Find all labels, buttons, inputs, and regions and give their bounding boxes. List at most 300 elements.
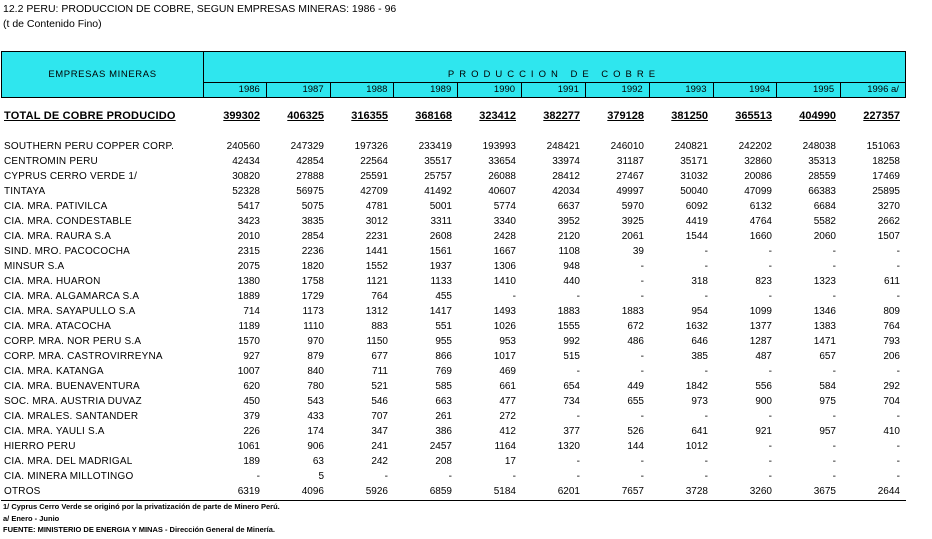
production-value: 551 [435, 321, 452, 332]
production-value: - [576, 471, 580, 482]
production-value: 3340 [493, 216, 516, 227]
production-value: 52328 [232, 186, 260, 197]
production-value: 5970 [621, 201, 644, 212]
table-row [0, 454, 932, 469]
production-value: 1570 [237, 336, 260, 347]
production-value: - [640, 366, 644, 377]
production-value: - [448, 471, 452, 482]
production-value: 1889 [237, 291, 260, 302]
production-value: 780 [307, 381, 324, 392]
production-value: 7657 [621, 486, 644, 497]
production-value: 2315 [237, 246, 260, 257]
table-row [0, 169, 932, 184]
production-value: 1883 [621, 306, 644, 317]
production-value: 734 [563, 396, 580, 407]
production-value: 63 [312, 456, 324, 467]
production-value: 1346 [813, 306, 836, 317]
production-value: 2457 [429, 441, 452, 452]
production-value: 455 [435, 291, 452, 302]
production-value: 2231 [365, 231, 388, 242]
table-subtitle: (t de Contenido Fino) [3, 18, 102, 30]
production-value: - [768, 366, 772, 377]
table-row [0, 154, 932, 169]
production-value: 1287 [749, 336, 772, 347]
production-value: 4781 [365, 201, 388, 212]
production-value: 56975 [296, 186, 324, 197]
production-value: 27888 [296, 171, 324, 182]
production-value: 399302 [223, 110, 260, 122]
production-value: 347 [371, 426, 388, 437]
production-value: - [896, 456, 900, 467]
production-value: - [832, 411, 836, 422]
production-value: 379128 [607, 110, 644, 122]
table-row [0, 229, 932, 244]
production-value: - [576, 366, 580, 377]
company-name: CIA. MRA. SAYAPULLO S.A [4, 306, 136, 317]
production-value: 1410 [493, 276, 516, 287]
production-value: 17 [504, 456, 516, 467]
production-value: 25895 [872, 186, 900, 197]
table-row [0, 439, 932, 454]
company-name: OTROS [4, 486, 41, 497]
production-value: 1417 [429, 306, 452, 317]
production-value: 1660 [749, 231, 772, 242]
production-value: 3270 [877, 201, 900, 212]
company-name: CIA. MRA. BUENAVENTURA [4, 381, 140, 392]
production-value: 955 [435, 336, 452, 347]
production-value: 1007 [237, 366, 260, 377]
production-value: - [832, 291, 836, 302]
company-name: CENTROMIN PERU [4, 156, 98, 167]
production-value: 189 [243, 456, 260, 467]
production-value: 42434 [232, 156, 260, 167]
production-value: 25757 [424, 171, 452, 182]
company-name: CIA. MRA. ATACOCHA [4, 321, 112, 332]
production-value: 5075 [301, 201, 324, 212]
production-value: 4419 [685, 216, 708, 227]
production-value: 440 [563, 276, 580, 287]
production-value: 954 [691, 306, 708, 317]
production-value: - [896, 441, 900, 452]
production-value: 368168 [415, 110, 452, 122]
production-value: 242 [371, 456, 388, 467]
production-value: 1383 [813, 321, 836, 332]
production-value: 365513 [735, 110, 772, 122]
company-name: TOTAL DE COBRE PRODUCIDO [4, 110, 176, 122]
production-value: 655 [627, 396, 644, 407]
production-value: 197326 [354, 141, 388, 152]
year-header-cell: 1991 [522, 83, 586, 97]
production-value: 809 [883, 306, 900, 317]
production-value: 1164 [494, 441, 516, 452]
production-value: - [832, 261, 836, 272]
production-value: 316355 [351, 110, 388, 122]
production-value: 2010 [237, 231, 260, 242]
production-value: 4096 [301, 486, 324, 497]
production-value: 1632 [685, 321, 708, 332]
production-value: 3925 [621, 216, 644, 227]
table-row [0, 409, 932, 424]
production-value: 6637 [557, 201, 580, 212]
company-name: CORP. MRA. NOR PERU S.A [4, 336, 142, 347]
table-row [0, 274, 932, 289]
production-value: - [704, 456, 708, 467]
production-value: 948 [563, 261, 580, 272]
table-row [0, 424, 932, 439]
production-column-header: PRODUCCION DE COBRE [203, 52, 905, 83]
company-name: CIA. MRA. YAULI S.A [4, 426, 105, 437]
production-value: 240560 [226, 141, 260, 152]
company-name: SOUTHERN PERU COPPER CORP. [4, 141, 175, 152]
production-value: 677 [371, 351, 388, 362]
table-row [0, 184, 932, 199]
production-value: 35517 [424, 156, 452, 167]
production-value: - [384, 471, 388, 482]
production-value: 240821 [674, 141, 708, 152]
production-value: 6132 [749, 201, 772, 212]
production-value: 879 [307, 351, 324, 362]
table-row [0, 394, 932, 409]
production-value: 47099 [744, 186, 772, 197]
production-value: 1017 [493, 351, 516, 362]
production-value: 248038 [802, 141, 836, 152]
production-value: 1507 [877, 231, 900, 242]
production-value: 4764 [749, 216, 772, 227]
production-value: 379 [243, 411, 260, 422]
production-value: 2854 [301, 231, 324, 242]
production-value: - [512, 291, 516, 302]
production-value: 2428 [493, 231, 516, 242]
production-value: 584 [819, 381, 836, 392]
production-value: - [832, 246, 836, 257]
production-value: 241 [371, 441, 388, 452]
production-value: 1380 [237, 276, 260, 287]
production-value: 711 [372, 366, 388, 377]
footnote-cyprus: 1/ Cyprus Cerro Verde se originó por la privatización de parte de Minero Perú. [3, 502, 280, 511]
company-name: SIND. MRO. PACOCOCHA [4, 246, 131, 257]
production-value: 6859 [429, 486, 452, 497]
company-name: CYPRUS CERRO VERDE 1/ [4, 171, 138, 182]
production-value: - [832, 366, 836, 377]
production-value: 33974 [552, 156, 580, 167]
production-value: 469 [499, 366, 516, 377]
production-value: 654 [563, 381, 580, 392]
year-header-cell: 1987 [267, 83, 331, 97]
production-value: 42034 [552, 186, 580, 197]
production-value: - [640, 456, 644, 467]
production-value: 611 [884, 276, 900, 287]
production-value: 661 [499, 381, 516, 392]
production-value: 1150 [366, 336, 388, 347]
production-value: - [256, 471, 260, 482]
production-value: 1323 [813, 276, 836, 287]
year-header-cell: 1992 [586, 83, 650, 97]
production-value: 906 [307, 441, 324, 452]
production-value: - [640, 411, 644, 422]
production-value: 32860 [744, 156, 772, 167]
production-value: 3728 [685, 486, 708, 497]
production-value: 2608 [429, 231, 452, 242]
production-value: 20086 [744, 171, 772, 182]
production-value: 1306 [493, 261, 516, 272]
year-header-cell: 1993 [650, 83, 714, 97]
production-value: 486 [627, 336, 644, 347]
production-value: 477 [499, 396, 516, 407]
company-name: CIA. MRA. PATIVILCA [4, 201, 108, 212]
year-header-cell: 1996 a/ [867, 84, 899, 95]
production-value: 41492 [424, 186, 452, 197]
production-value: 385 [691, 351, 708, 362]
year-header-cell: 1988 [331, 83, 395, 97]
production-value: 973 [691, 396, 708, 407]
production-value: - [640, 351, 644, 362]
table-row [0, 289, 932, 304]
company-name: SOC. MRA. AUSTRIA DUVAZ [4, 396, 142, 407]
table-row [0, 469, 932, 484]
production-value: 382277 [543, 110, 580, 122]
year-header-row [203, 83, 905, 97]
production-value: 17469 [872, 171, 900, 182]
production-value: 3423 [237, 216, 260, 227]
production-value: 35313 [808, 156, 836, 167]
production-value: 27467 [616, 171, 644, 182]
production-value: 5582 [813, 216, 836, 227]
production-value: 521 [371, 381, 388, 392]
production-value: 174 [307, 426, 324, 437]
production-value: 318 [691, 276, 708, 287]
production-value: 1471 [813, 336, 836, 347]
production-value: - [768, 246, 772, 257]
production-value: 1377 [749, 321, 772, 332]
production-value: 227357 [863, 110, 900, 122]
bottom-divider [1, 500, 906, 501]
production-value: 3835 [301, 216, 324, 227]
production-value: 764 [883, 321, 900, 332]
production-value: - [768, 291, 772, 302]
total-row [0, 109, 932, 124]
production-value: 1099 [749, 306, 772, 317]
production-value: 2060 [813, 231, 836, 242]
production-value: - [640, 261, 644, 272]
production-value: 2644 [877, 486, 900, 497]
production-value: 3260 [749, 486, 772, 497]
production-value: 663 [435, 396, 452, 407]
production-value: 28412 [552, 171, 580, 182]
production-value: - [768, 411, 772, 422]
production-value: 6319 [237, 486, 260, 497]
production-value: 30820 [232, 171, 260, 182]
production-value: 31187 [616, 156, 644, 167]
production-value: 1012 [685, 441, 708, 452]
production-value: 3675 [813, 486, 836, 497]
production-value: 546 [371, 396, 388, 407]
production-value: 1552 [365, 261, 388, 272]
production-value: 208 [435, 456, 452, 467]
production-value: - [896, 411, 900, 422]
production-value: - [768, 261, 772, 272]
production-value: 6201 [557, 486, 580, 497]
production-value: 556 [755, 381, 772, 392]
production-value: 5417 [237, 201, 260, 212]
production-value: 404990 [799, 110, 836, 122]
production-value: 450 [243, 396, 260, 407]
production-value: - [768, 471, 772, 482]
production-value: 66383 [808, 186, 836, 197]
production-value: - [832, 471, 836, 482]
production-value: 953 [499, 336, 516, 347]
production-value: 22564 [360, 156, 388, 167]
production-value: 704 [883, 396, 900, 407]
production-value: 487 [755, 351, 772, 362]
production-value: 620 [243, 381, 260, 392]
production-value: - [896, 366, 900, 377]
production-value: 883 [371, 321, 388, 332]
production-value: - [896, 471, 900, 482]
production-value: 1133 [430, 276, 452, 287]
production-value: 5 [318, 471, 324, 482]
production-value: 1820 [301, 261, 324, 272]
production-value: 2120 [557, 231, 580, 242]
year-header-cell: 1989 [394, 83, 458, 97]
company-name: MINSUR S.A [4, 261, 65, 272]
production-value: - [896, 246, 900, 257]
production-value: - [704, 471, 708, 482]
company-name: CIA. MRA. HUARON [4, 276, 101, 287]
production-value: - [576, 456, 580, 467]
company-name: CIA. MRA. RAURA S.A [4, 231, 112, 242]
production-value: 1441 [365, 246, 388, 257]
production-value: 657 [819, 351, 836, 362]
production-value: 3952 [557, 216, 580, 227]
production-value: 386 [435, 426, 452, 437]
production-value: 3311 [430, 216, 452, 227]
year-header-cell: 1990 [458, 83, 522, 97]
company-name: CIA. MRALES. SANTANDER [4, 411, 139, 422]
production-value: 406325 [287, 110, 324, 122]
production-value: 2236 [301, 246, 324, 257]
company-name: CIA. MRA. DEL MADRIGAL [4, 456, 133, 467]
production-value: 1883 [557, 306, 580, 317]
production-value: 5184 [493, 486, 516, 497]
production-value: 515 [563, 351, 580, 362]
production-value: 25591 [360, 171, 388, 182]
production-value: 412 [499, 426, 516, 437]
year-header-cell: 1995 [777, 83, 841, 97]
footnote-period: a/ Enero - Junio [3, 514, 60, 523]
production-value: 1173 [302, 306, 324, 317]
production-value: 707 [371, 411, 388, 422]
production-value: 193993 [482, 141, 516, 152]
production-value: 5926 [365, 486, 388, 497]
production-value: 31032 [680, 171, 708, 182]
production-value: 1312 [365, 306, 388, 317]
production-value: 900 [755, 396, 772, 407]
production-value: 233419 [418, 141, 452, 152]
production-value: - [896, 261, 900, 272]
production-value: 1110 [303, 321, 324, 332]
production-value: - [832, 456, 836, 467]
production-value: 585 [435, 381, 452, 392]
footnote-source: FUENTE: MINISTERIO DE ENERGIA Y MINAS - Dirección General de Minería. [3, 525, 275, 534]
production-value: 1189 [238, 321, 260, 332]
production-value: 1320 [557, 441, 580, 452]
production-value: 840 [307, 366, 324, 377]
production-value: - [704, 366, 708, 377]
production-value: 975 [819, 396, 836, 407]
production-value: 247329 [290, 141, 324, 152]
production-value: 1108 [558, 246, 580, 257]
production-value: 793 [883, 336, 900, 347]
production-value: 1544 [685, 231, 708, 242]
production-value: 526 [627, 426, 644, 437]
production-value: 35171 [680, 156, 708, 167]
production-value: 1026 [493, 321, 516, 332]
production-value: 769 [435, 366, 452, 377]
company-column-header: EMPRESAS MINERAS [2, 52, 204, 97]
table-row [0, 259, 932, 274]
production-value: 33654 [488, 156, 516, 167]
production-value: 151063 [866, 141, 900, 152]
production-value: 410 [883, 426, 900, 437]
production-value: 433 [307, 411, 324, 422]
production-value: 927 [243, 351, 260, 362]
production-value: - [704, 411, 708, 422]
production-value: 823 [755, 276, 772, 287]
production-value: 206 [883, 351, 900, 362]
table-row [0, 364, 932, 379]
production-value: - [704, 246, 708, 257]
company-name: CIA. MRA. KATANGA [4, 366, 104, 377]
production-value: 49997 [616, 186, 644, 197]
production-value: 1937 [429, 261, 452, 272]
production-value: 957 [819, 426, 836, 437]
production-value: 3012 [365, 216, 388, 227]
table-row [0, 349, 932, 364]
production-value: 6092 [685, 201, 708, 212]
production-value: 970 [307, 336, 324, 347]
company-name: TINTAYA [4, 186, 46, 197]
production-value: 1561 [429, 246, 452, 257]
production-value: 6684 [813, 201, 836, 212]
production-value: 449 [627, 381, 644, 392]
production-value: 226 [243, 426, 260, 437]
production-value: - [640, 291, 644, 302]
table-row [0, 334, 932, 349]
production-value: 28559 [808, 171, 836, 182]
production-value: - [768, 441, 772, 452]
production-value: - [512, 471, 516, 482]
production-value: 2662 [877, 216, 900, 227]
company-name: CIA. MRA. ALGAMARCA S.A [4, 291, 140, 302]
production-value: 18258 [872, 156, 900, 167]
production-value: - [704, 261, 708, 272]
production-value: - [832, 441, 836, 452]
company-name: HIERRO PERU [4, 441, 76, 452]
table-row [0, 139, 932, 154]
production-value: 144 [627, 441, 644, 452]
production-value: 1667 [493, 246, 516, 257]
production-value: 641 [691, 426, 708, 437]
table-row [0, 484, 932, 499]
production-value: 248421 [546, 141, 580, 152]
production-value: 714 [243, 306, 260, 317]
production-value: 40607 [488, 186, 516, 197]
table-header [1, 51, 906, 98]
production-value: - [576, 411, 580, 422]
year-header-cell: 1986 [203, 83, 267, 97]
production-value: 764 [371, 291, 388, 302]
production-value: 1061 [237, 441, 260, 452]
